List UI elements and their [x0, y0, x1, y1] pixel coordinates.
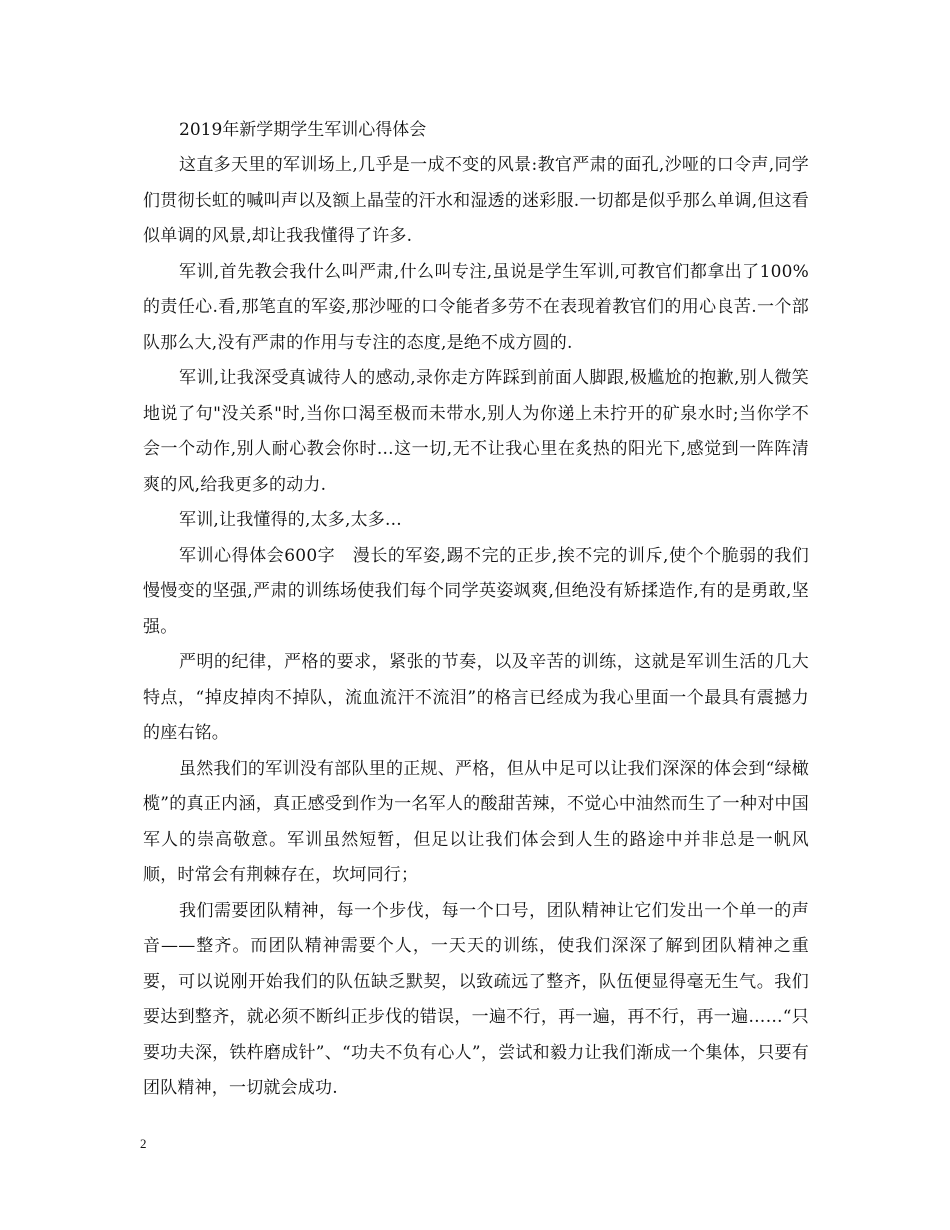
page-number: 2 — [140, 1136, 147, 1151]
document-body — [143, 112, 809, 1107]
document-title: 2019年新学期学生军训心得体会 — [179, 120, 427, 140]
paragraph-7: 虽然我们的军训没有部队里的正规、严格，但从中足可以让我们深深的体会到“绿橄榄”的真正内涵，真正感受到作为一名军人的酸甜苦辣，不觉心中油然而生了一种对中国军人的崇高敬意。军训虽然短暂，但足以让我们体会到人生的路途中并非总是一帆风顺，时常会有荆棘存在，坎坷同行； — [143, 758, 809, 885]
paragraph-3: 军训,让我深受真诚待人的感动,录你走方阵踩到前面人脚跟,极尴尬的抱歉,别人微笑地说了句"没关系"时,当你口渴至极而未带水,别人为你递上未拧开的矿泉水时;当你学不会一个动作,别人耐心教会你时...这一切,无不让我心里在炙热的阳光下,感觉到一阵阵清爽的风,给我更多的动力. — [143, 368, 809, 495]
paragraph-6: 严明的纪律，严格的要求，紧张的节奏，以及辛苦的训练，这就是军训生活的几大特点，“掉皮掉肉不掉队，流血流汗不流泪”的格言已经成为我心里面一个最具有震撼力的座右铭。 — [143, 652, 809, 743]
paragraph-4: 军训,让我懂得的,太多,太多... — [179, 510, 402, 530]
paragraph-8: 我们需要团队精神，每一个步伐，每一个口号，团队精神让它们发出一个单一的声音——整齐。而团队精神需要个人，一天天的训练，使我们深深了解到团队精神之重要，可以说刚开始我们的队伍缺乏默契，以致疏远了整齐，队伍便显得毫无生气。我们要达到整齐，就必须不断纠正步伐的错误，一遍不行，再一遍，再不行，再一遍……“只要功夫深，铁杵磨成针”、“功夫不负有心人”，尝试和毅力让我们渐成一个集体，只要有团队精神，一切就会成功. — [143, 900, 809, 1098]
paragraph-2: 军训,首先教会我什么叫严肃,什么叫专注,虽说是学生军训,可教官们都拿出了100%的责任心.看,那笔直的军姿,那沙哑的口令能者多劳不在表现着教官们的用心良苦.一个部队那么大,没有严肃的作用与专注的态度,是绝不成方圆的. — [143, 261, 809, 353]
paragraph-5: 军训心得体会600字 漫长的军姿,踢不完的正步,挨不完的训斥,使个个脆弱的我们慢慢变的坚强,严肃的训练场使我们每个同学英姿飒爽,但绝没有矫揉造作,有的是勇敢,坚强。 — [143, 545, 809, 637]
paragraph-1: 这直多天里的军训场上,几乎是一成不变的风景:教官严肃的面孔,沙哑的口令声,同学们贯彻长虹的喊叫声以及额上晶莹的汗水和湿透的迷彩服.一切都是似乎那么单调,但这看似单调的风景,却让我我懂得了许多. — [143, 155, 809, 246]
